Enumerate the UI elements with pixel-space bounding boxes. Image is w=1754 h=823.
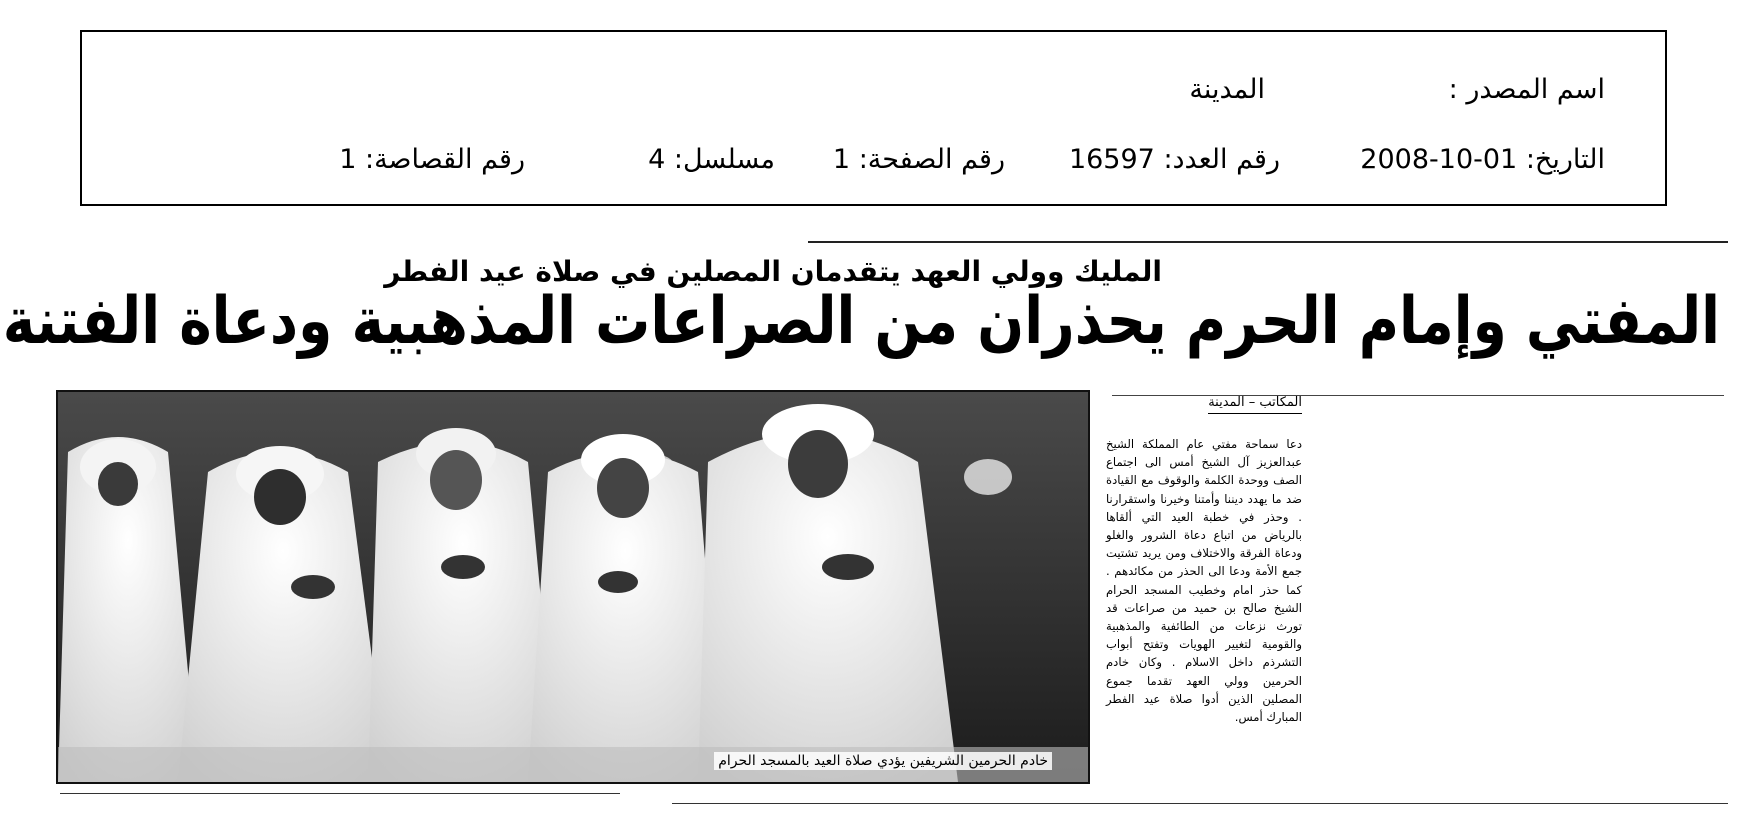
article-photo — [56, 390, 1090, 784]
article-headline: المفتي وإمام الحرم يحذران من الصراعات المذهبية ودعاة الفتنة — [2, 283, 1720, 359]
serial-field: مسلسل: 4 — [648, 144, 775, 175]
date-field: التاريخ: 01-10-2008 — [1360, 144, 1605, 175]
issue-number-field: رقم العدد: 16597 — [1068, 144, 1280, 175]
photo-caption: خادم الحرمين الشريفين يؤدي صلاة العيد بالمسجد الحرام — [714, 752, 1052, 770]
bottom-rule-right — [672, 803, 1728, 804]
source-label: اسم المصدر : — [1448, 74, 1605, 105]
article-byline: المكاتب – المدينة — [1208, 395, 1302, 414]
clipping-number-field: رقم القصاصة: 1 — [339, 144, 525, 175]
bottom-rule-left — [60, 793, 620, 794]
clipping-metadata-box — [80, 30, 1667, 206]
photo-illustration — [58, 392, 1088, 782]
article-body-text: دعا سماحة مفتي عام المملكة الشيخ عبدالعزيز آل الشيخ أمس الى اجتماع الصف ووحدة الكلمة والوقوف مع القيادة ضد ما يهدد ديننا وأمتنا وخيرنا واستقرارنا . وحذر في خطبة العيد التي ألقاها بالرياض من اتباع دعاة الشرور والغلو ودعاة الفرقة والاختلاف ومن يريد تشتيت جمع الأمة ودعا الى الحذر من مكائدهم . كما حذر امام وخطيب المسجد الحرام الشيخ صالح بن حميد من صراعات قد تورث نزعات من الطائفية والمذهبية والقومية لتغيير الهويات وتفتح أبواب التشرذم داخل الاسلام . وكان خادم الحرمين وولي العهد تقدما جموع المصلين الذين أدوا صلاة عيد الفطر المبارك أمس. — [1106, 437, 1302, 725]
source-row — [82, 70, 1665, 110]
source-value: المدينة — [1189, 74, 1265, 105]
details-row — [82, 140, 1665, 180]
headline-rule — [1112, 395, 1724, 396]
page-number-field: رقم الصفحة: 1 — [832, 144, 1005, 175]
newspaper-clipping — [0, 225, 1754, 823]
article-kicker: المليك وولي العهد يتقدمان المصلين في صلاة عيد الفطر — [384, 255, 1162, 288]
top-rule — [808, 241, 1728, 243]
article-body-column — [1106, 435, 1302, 726]
